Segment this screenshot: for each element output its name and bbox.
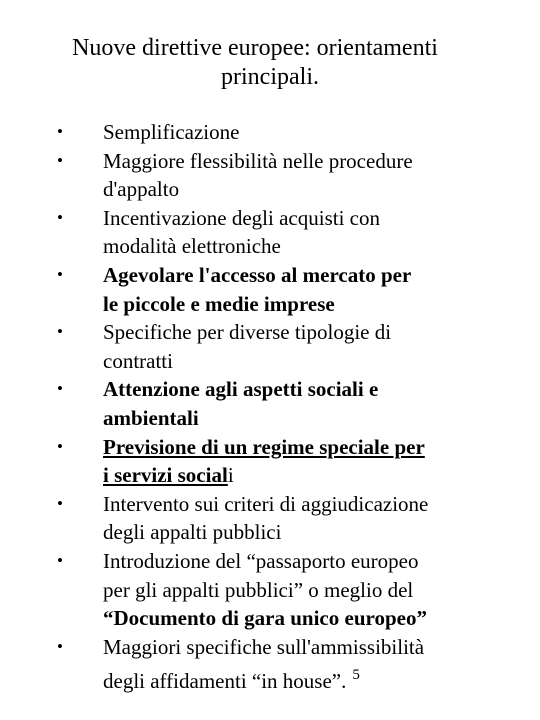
list-item-line: degli affidamenti “in house”. — [103, 669, 347, 694]
list-item-line: i servizi social — [103, 463, 228, 488]
list-item-line: Introduzione del “passaporto europeo — [103, 548, 419, 573]
list-item-text — [103, 261, 488, 318]
list-item — [0, 633, 540, 696]
list-item-line: degli appalti pubblici — [103, 520, 282, 545]
list-item — [0, 318, 540, 375]
bullet-icon: • — [57, 322, 63, 342]
list-item-line: Attenzione agli aspetti sociali e — [103, 377, 379, 402]
list-item-line-bold: “Documento di gara unico europeo” — [103, 606, 427, 631]
list-item — [0, 204, 540, 261]
bullet-list — [0, 118, 540, 696]
list-item-line: Agevolare l'accesso al mercato per — [103, 262, 412, 287]
list-item-line: modalità elettroniche — [103, 234, 281, 259]
list-item-line: Specifiche per diverse tipologie di — [103, 320, 392, 345]
list-item — [0, 118, 540, 147]
list-item-text — [103, 633, 488, 696]
list-item-text — [103, 433, 488, 490]
bullet-icon: • — [57, 150, 63, 170]
slide-title-line-1: Nuove direttive europee: orientamenti — [72, 35, 438, 61]
list-item-line: Incentivazione degli acquisti con — [103, 205, 380, 230]
list-item-line: Intervento sui criteri di aggiudicazione — [103, 491, 429, 516]
list-item-line: per gli appalti pubblici” o meglio del — [103, 577, 414, 602]
list-item — [0, 261, 540, 318]
list-item — [0, 547, 540, 633]
list-item-line: Previsione di un regime speciale per — [103, 434, 425, 459]
bullet-icon: • — [57, 379, 63, 399]
list-item-text — [103, 547, 488, 633]
list-item-line: Semplificazione — [103, 120, 240, 144]
bullet-icon: • — [57, 122, 63, 141]
list-item — [0, 490, 540, 547]
list-item-line: d'appalto — [103, 177, 180, 202]
list-item-text — [103, 318, 488, 375]
list-item — [0, 433, 540, 490]
bullet-icon: • — [57, 264, 63, 284]
list-item-line: ambientali — [103, 405, 199, 430]
list-item-line: Maggiore flessibilità nelle procedure — [103, 148, 413, 173]
list-item-line: Maggiori specifiche sull'ammissibilità — [103, 634, 425, 659]
list-item-line: contratti — [103, 348, 173, 373]
bullet-icon: • — [57, 493, 63, 513]
slide-title-line-2: principali. — [221, 64, 319, 90]
bullet-icon: • — [57, 550, 63, 570]
list-item-text — [103, 375, 488, 432]
list-item-text — [103, 204, 488, 261]
bullet-icon: • — [57, 636, 63, 656]
slide-title — [0, 34, 540, 92]
list-item-line: le piccole e medie imprese — [103, 291, 335, 316]
list-item — [0, 147, 540, 204]
list-item-text — [103, 118, 488, 147]
list-item-text — [103, 147, 488, 204]
bullet-icon: • — [57, 207, 63, 227]
page-number: 5 — [352, 667, 360, 684]
bullet-icon: • — [57, 436, 63, 456]
list-item-trailing-char: i — [227, 463, 234, 488]
list-item — [0, 375, 540, 432]
list-item-text — [103, 490, 488, 547]
